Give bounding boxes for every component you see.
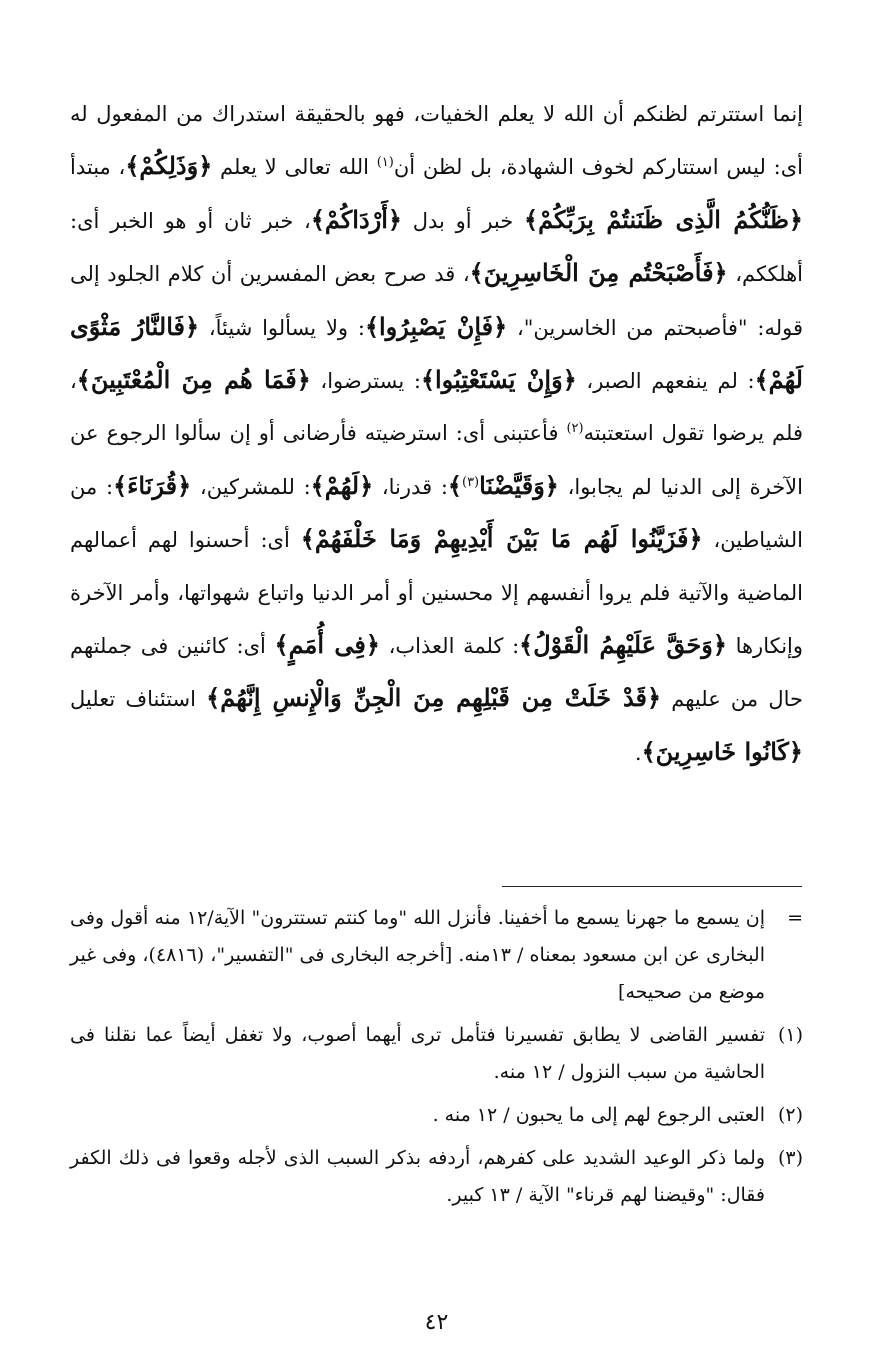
body-text: ، مبتدأ xyxy=(70,155,126,180)
footnote-reference: (٣) xyxy=(461,474,480,490)
body-text: ، خبر ثان أو هو الخبر أى: أهلككم، xyxy=(70,208,804,287)
quran-quote: ﴿فَالنَّارُ مَثْوًى لَهُمْ﴾ xyxy=(70,311,803,395)
page-number: ٤٢ xyxy=(424,1310,449,1335)
body-text: أى: كائنين فى جملتهم حال من عليهم xyxy=(70,634,803,712)
body-text: : ولا يسألوا شيئاً، xyxy=(199,315,365,340)
body-text: خبر أو بدل xyxy=(401,208,524,233)
body-text: استئناف تعليل xyxy=(70,687,207,712)
footnote-mark: (٣) xyxy=(777,1147,803,1169)
footnote-text: العتبى الرجوع لهم إلى ما يحبون / ١٢ منه . xyxy=(432,1104,765,1126)
quran-quote: ﴿فَأَصْبَحْتُم مِنَ الْخَاسِرِينَ﴾ xyxy=(469,258,728,288)
quran-quote: ﴿كَانُوا خَاسِرِينَ﴾ xyxy=(641,736,803,766)
quran-quote: ﴿أَرْدَاكُمْ﴾ xyxy=(310,204,402,234)
footnote-text: ولما ذكر الوعيد الشديد على كفرهم، أردفه بذكر السبب الذى لأجله وقعوا فى ذلك الكفر فقال: "وقيضنا لهم قرناء" الآية / ١٣ كبير. xyxy=(70,1147,765,1206)
quran-quote: ﴿قَدْ خَلَتْ مِن قَبْلِهِم مِنَ الْجِنِّ وَالْإِنسِ إِنَّهُمْ﴾ xyxy=(206,683,662,713)
footnote-continuation xyxy=(70,900,803,1011)
body-text: : للمشركين، xyxy=(191,474,311,499)
body-text: : من الشياطين، xyxy=(70,474,803,553)
body-text: . xyxy=(634,740,642,765)
quran-quote: ﴿وَذَلِكُمْ﴾ xyxy=(125,151,213,181)
quran-quote: ﴿فَزَيَّنُوا لَهُم مَا بَيْنَ أَيْدِيهِمْ وَمَا خَلْفَهُمْ﴾ xyxy=(300,524,703,554)
quran-quote: ﴿فَإِنْ يَصْبِرُوا﴾ xyxy=(364,311,508,341)
main-text xyxy=(70,88,803,779)
footnote-mark: = xyxy=(787,907,803,929)
footnote-text: إن يسمع ما جهرنا يسمع ما أخفينا. فأنزل الله "وما كنتم تستترون" الآية/١٢ منه أقول وفى البخارى عن ابن مسعود بمعناه / ١٣منه. [أخرجه البخارى فى "التفسير"، (٤٨١٦)، وفى غير موضع من صحيحه] xyxy=(70,907,765,1003)
footnote-reference: (١) xyxy=(376,155,394,171)
quran-quote: ﴿قُرَنَاءَ﴾ xyxy=(113,470,192,500)
quran-quote: ﴿وَقَيَّضْنَا xyxy=(479,470,559,500)
footnote-reference: (٢) xyxy=(566,421,584,437)
body-text: : قدرنا، xyxy=(373,474,448,499)
body-text: : يسترضوا، xyxy=(310,369,421,394)
quran-quote: ﴿وَإِنْ يَسْتَعْتِبُوا﴾ xyxy=(420,365,577,395)
quran-quote: ﴿فَمَا هُم مِنَ الْمُعْتَبِينَ﴾ xyxy=(76,365,311,395)
body-text: ، فلم يرضوا تقول استعتبته xyxy=(70,369,804,446)
body-text: إنما استترتم لظنكم أن الله لا يعلم الخفيات، فهو بالحقيقة استدراك من المفعول له أى: ليس استتاركم لخوف الشهادة، بل لظن أن xyxy=(70,102,803,180)
quran-quote: ﴿وَحَقَّ عَلَيْهِمُ الْقَوْلُ﴾ xyxy=(519,630,727,660)
body-text: : كلمة العذاب، xyxy=(379,634,520,659)
footnote-3 xyxy=(70,1140,803,1214)
quran-quote: ﴾ xyxy=(447,470,462,500)
body-text: أى: أحسنوا لهم أعمالهم الماضية والآتية فلم يروا أنفسهم إلا محسنين أو أمر الدنيا واتباع شهواتها، وأمر الآخرة وإنكارها xyxy=(70,528,804,659)
footnote-1 xyxy=(70,1017,803,1091)
footnote-2 xyxy=(70,1097,803,1134)
footnote-divider xyxy=(502,886,802,887)
body-paragraph xyxy=(70,88,803,779)
quran-quote: ﴿لَهُمْ﴾ xyxy=(310,470,374,500)
body-text: : لم ينفعهم الصبر، xyxy=(576,369,755,394)
footnote-mark: (٢) xyxy=(777,1104,803,1126)
footnote-text: تفسير القاضى لا يطابق تفسيرنا فتأمل ترى أيهما أصوب، ولا تغفل أيضاً عما نقلنا فى الحاشية من سبب النزول / ١٢ منه. xyxy=(70,1024,765,1083)
body-text: الله تعالى لا يعلم xyxy=(212,155,377,180)
body-text: فأعتبنى أى: استرضيته فأرضانى أو إن سألوا الرجوع عن الآخرة إلى الدنيا لم يجابوا، xyxy=(70,421,803,499)
body-text: ، قد صرح بعض المفسرين أن كلام الجلود إلى قوله: "فأصبحتم من الخاسرين"، xyxy=(70,262,803,340)
quran-quote: ﴿فِى أُمَمٍ﴾ xyxy=(274,630,380,660)
footnotes xyxy=(70,900,803,1220)
footnote-mark: (١) xyxy=(777,1024,803,1046)
quran-quote: ﴿ظَنُّكُمُ الَّذِى ظَنَنتُمْ بِرَبِّكُمْ﴾ xyxy=(524,204,803,234)
